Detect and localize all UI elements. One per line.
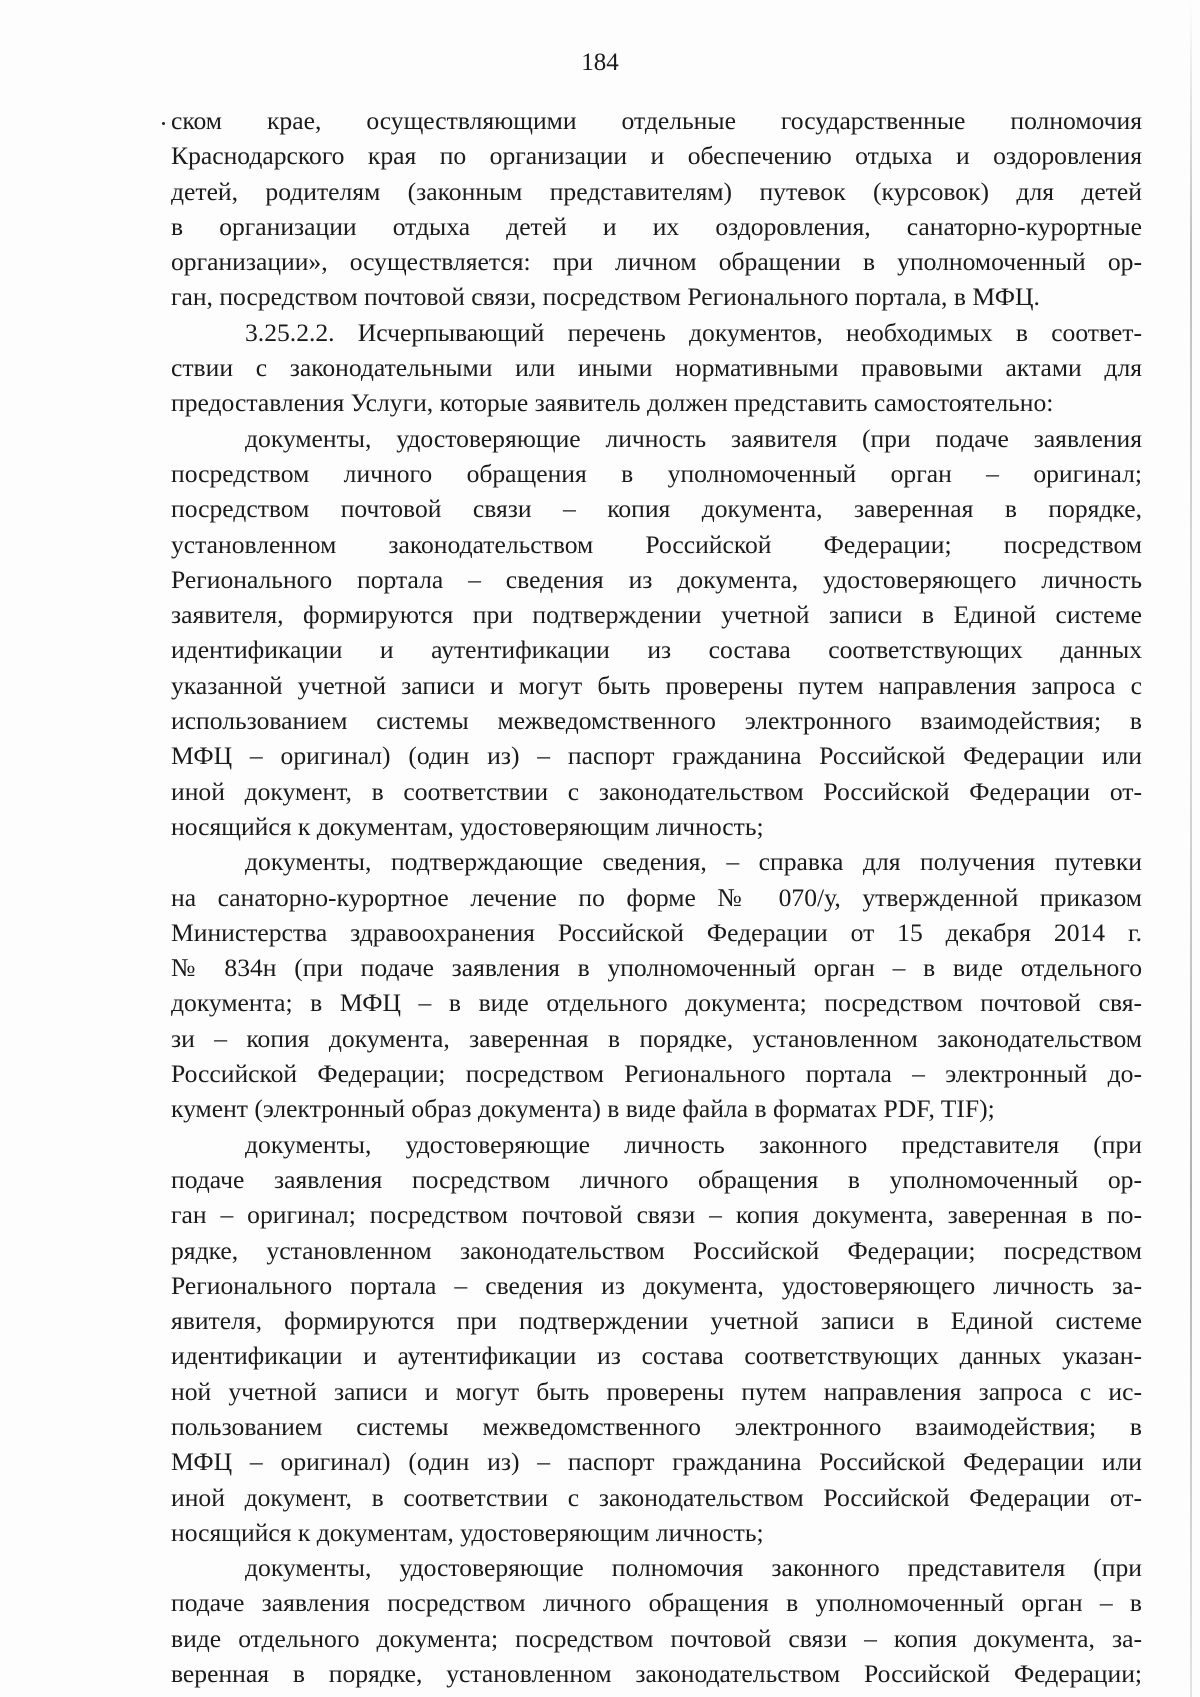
text-line: ган – оригинал; посредством почтовой связи – копия документа, заверенная в по- xyxy=(171,1200,1142,1230)
text-line: подаче заявления посредством личного обращения в уполномоченный ор- xyxy=(171,1164,1142,1194)
text-line: идентификации и аутентификации из состава соответствующих данных xyxy=(171,635,1142,665)
text-line: документы, удостоверяющие личность законного представителя (при xyxy=(245,1129,1142,1159)
text-line: носящийся к документам, удостоверяющим личность; xyxy=(171,811,764,841)
text-line: на санаторно-курортное лечение по форме № 070/у, утвержденной приказом xyxy=(171,882,1142,912)
text-line: Регионального портала – сведения из документа, удостоверяющего личность xyxy=(171,564,1142,594)
text-line: 3.25.2.2. Исчерпывающий перечень документов, необходимых в соответ- xyxy=(245,317,1142,347)
text-line: ском крае, осуществляющими отдельные государственные полномочия xyxy=(171,106,1142,135)
text-line: пользованием системы межведомственного электронного взаимодействия; в xyxy=(171,1411,1142,1441)
text-line: организации», осуществляется: при личном обращении в уполномоченный ор- xyxy=(171,247,1142,277)
text-line: посредством личного обращения в уполномоченный орган – оригинал; xyxy=(171,458,1142,488)
scan-edge-shadow xyxy=(1190,0,1192,1697)
text-line: подаче заявления посредством личного обращения в уполномоченный орган – в xyxy=(171,1588,1142,1618)
text-line: виде отдельного документа; посредством почтовой связи – копия документа, за- xyxy=(171,1623,1142,1653)
text-line: установленном законодательством Российской Федерации; посредством xyxy=(171,529,1142,559)
text-line: кумент (электронный образ документа) в виде файла в форматах PDF, TIF); xyxy=(171,1094,995,1124)
text-line: веренная в порядке, установленном законодательством Российской Федерации; xyxy=(171,1659,1142,1689)
text-line: детей, родителям (законным представителям) путевок (курсовок) для детей xyxy=(171,176,1142,206)
text-line: документы, удостоверяющие полномочия законного представителя (при xyxy=(245,1553,1142,1583)
text-line: предоставления Услуги, которые заявитель должен представить самостоятельно: xyxy=(171,388,1054,418)
text-line: ствии с законодательными или иными нормативными правовыми актами для xyxy=(171,353,1142,383)
text-line: ган, посредством почтовой связи, посредством Регионального портала, в МФЦ. xyxy=(171,282,1040,312)
text-line: МФЦ – оригинал) (один из) – паспорт гражданина Российской Федерации или xyxy=(171,741,1142,771)
text-line: иной документ, в соответствии с законодательством Российской Федерации от- xyxy=(171,776,1142,806)
page-number: 184 xyxy=(581,49,619,76)
text-line: документы, подтверждающие сведения, – справка для получения путевки xyxy=(245,847,1142,877)
text-line: Российской Федерации; посредством Регионального портала – электронный до- xyxy=(171,1059,1142,1089)
text-line: иной документ, в соответствии с законодательством Российской Федерации от- xyxy=(171,1482,1142,1512)
text-line: посредством почтовой связи – копия документа, заверенная в порядке, xyxy=(171,494,1142,524)
text-line: Регионального портала – сведения из документа, удостоверяющего личность за- xyxy=(171,1270,1142,1300)
text-line: документа; в МФЦ – в виде отдельного документа; посредством почтовой свя- xyxy=(171,988,1142,1018)
document-body xyxy=(171,103,1142,1691)
text-line: явителя, формируются при подтверждении учетной записи в Единой системе xyxy=(171,1306,1142,1336)
text-line: ной учетной записи и могут быть проверены путем направления запроса с ис- xyxy=(171,1376,1142,1406)
text-line: МФЦ – оригинал) (один из) – паспорт гражданина Российской Федерации или xyxy=(171,1447,1142,1477)
text-line: Краснодарского края по организации и обеспечению отдыха и оздоровления xyxy=(171,141,1142,171)
text-line: документы, удостоверяющие личность заявителя (при подаче заявления xyxy=(245,423,1142,453)
text-line: рядке, установленном законодательством Российской Федерации; посредством xyxy=(171,1235,1142,1265)
text-line: заявителя, формируются при подтверждении учетной записи в Единой системе xyxy=(171,600,1142,630)
text-line: в организации отдыха детей и их оздоровления, санаторно-курортные xyxy=(171,211,1142,241)
text-line: Министерства здравоохранения Российской Федерации от 15 декабря 2014 г. xyxy=(171,917,1142,947)
text-line: использованием системы межведомственного электронного взаимодействия; в xyxy=(171,706,1142,736)
text-line: идентификации и аутентификации из состава соответствующих данных указан- xyxy=(171,1341,1142,1371)
text-line: зи – копия документа, заверенная в порядке, установленном законодательством xyxy=(171,1023,1142,1053)
scan-speck xyxy=(162,122,165,125)
text-line: № 834н (при подаче заявления в уполномоченный орган – в виде отдельного xyxy=(171,953,1142,983)
text-line: носящийся к документам, удостоверяющим личность; xyxy=(171,1517,764,1547)
text-line: указанной учетной записи и могут быть проверены путем направления запроса с xyxy=(171,670,1142,700)
